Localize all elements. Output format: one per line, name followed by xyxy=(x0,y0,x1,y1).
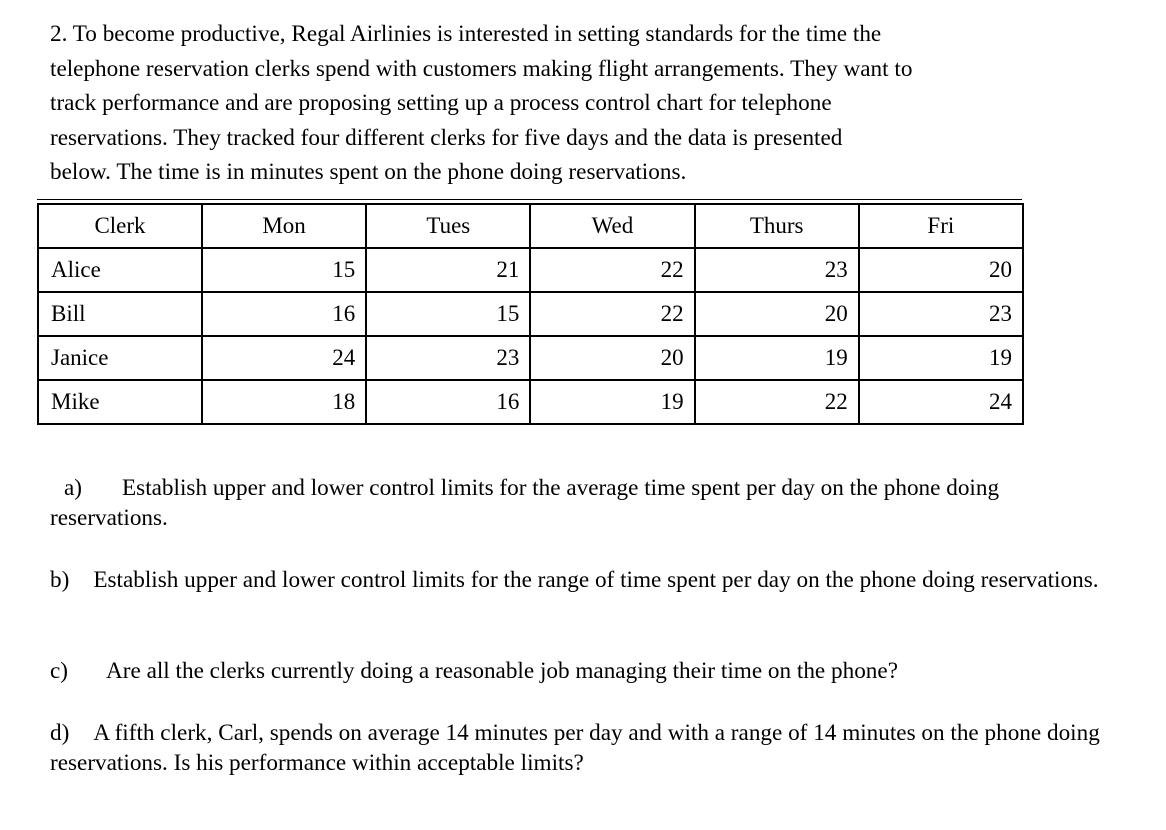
table-row xyxy=(38,292,1023,336)
clerk-name: Mike xyxy=(38,380,202,424)
question-c-label: c) xyxy=(50,658,69,684)
time-cell: 22 xyxy=(530,292,694,336)
time-cell: 22 xyxy=(530,248,694,292)
time-cell: 20 xyxy=(695,292,859,336)
question-d-label: d) xyxy=(50,720,70,746)
time-cell: 19 xyxy=(859,336,1023,380)
clerk-name: Alice xyxy=(38,248,202,292)
header-mon: Mon xyxy=(202,204,366,248)
time-cell: 15 xyxy=(202,248,366,292)
question-a-text: Establish upper and lower control limits for the average time spent per day on the phone doing reservations. xyxy=(50,475,1000,531)
time-cell: 16 xyxy=(202,292,366,336)
time-cell: 19 xyxy=(695,336,859,380)
time-cell: 16 xyxy=(366,380,530,424)
header-tues: Tues xyxy=(366,204,530,248)
time-cell: 23 xyxy=(859,292,1023,336)
question-c xyxy=(50,656,1120,686)
data-table-container xyxy=(37,203,1022,425)
time-cell: 19 xyxy=(530,380,694,424)
question-d xyxy=(50,718,1120,778)
header-fri: Fri xyxy=(859,204,1023,248)
table-row xyxy=(38,336,1023,380)
header-wed: Wed xyxy=(530,204,694,248)
time-cell: 23 xyxy=(695,248,859,292)
clerk-name: Janice xyxy=(38,336,202,380)
table-top-rule xyxy=(37,199,1022,200)
question-a xyxy=(50,473,1120,533)
time-cell: 15 xyxy=(366,292,530,336)
clerk-time-table xyxy=(37,203,1024,425)
question-b-label: b) xyxy=(50,567,70,593)
problem-intro: 2. To become productive, Regal Airlinies is interested in setting standards for the time the telephone reservation clerks spend with customers making flight arrangements. They want to track performance and are proposing setting up a process control chart for telephone reservations. They tracked four different clerks for five days and the data is presented below. The time is in minutes spent on the phone doing reservations. xyxy=(50,21,913,186)
table-row xyxy=(38,380,1023,424)
clerk-name: Bill xyxy=(38,292,202,336)
header-clerk: Clerk xyxy=(38,204,202,248)
time-cell: 20 xyxy=(859,248,1023,292)
time-cell: 24 xyxy=(859,380,1023,424)
question-a-label: a) xyxy=(64,475,83,501)
table-header-row xyxy=(38,204,1023,248)
time-cell: 21 xyxy=(366,248,530,292)
question-d-text: A fifth clerk, Carl, spends on average 14 minutes per day and with a range of 14 minutes on the phone doing reservations. Is his performance within acceptable limits? xyxy=(50,720,1100,776)
header-thurs: Thurs xyxy=(695,204,859,248)
question-b xyxy=(50,565,1120,595)
time-cell: 22 xyxy=(695,380,859,424)
time-cell: 24 xyxy=(202,336,366,380)
table-row xyxy=(38,248,1023,292)
time-cell: 18 xyxy=(202,380,366,424)
question-b-text: Establish upper and lower control limits for the range of time spent per day on the phone doing reservations. xyxy=(93,567,1099,593)
time-cell: 20 xyxy=(530,336,694,380)
question-c-text: Are all the clerks currently doing a reasonable job managing their time on the phone? xyxy=(106,658,898,684)
time-cell: 23 xyxy=(366,336,530,380)
